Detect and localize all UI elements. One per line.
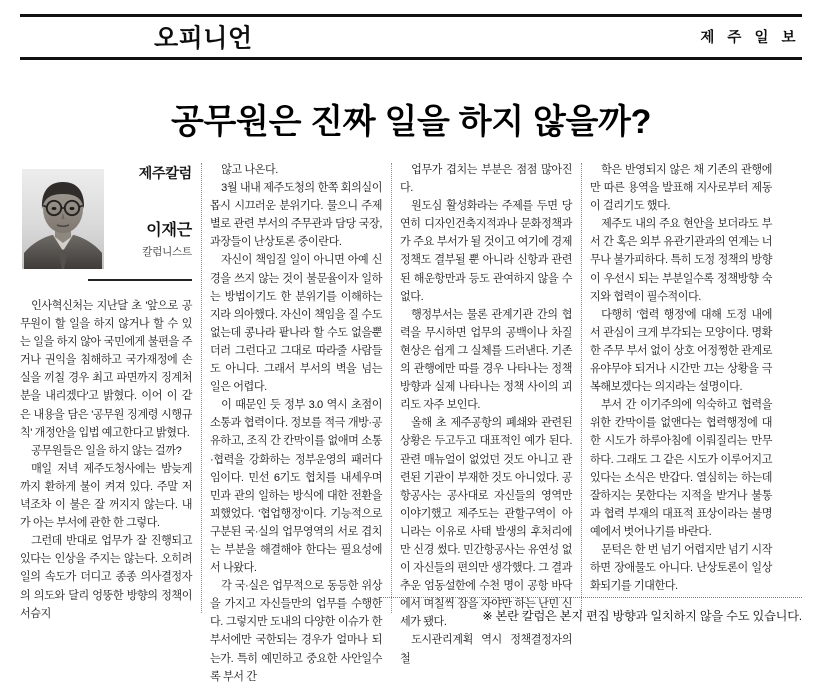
section-title: 오피니언 [154,24,253,53]
article-column-1 [20,161,192,621]
byline-text [104,161,192,259]
article-paragraph: 원도심 활성화라는 주제를 두면 당연히 디자인건축지적과나 문화정책과가 주요 부서가 될 것이고 여기에 경제정책도 결부될 뿐 아니라 신항과 관련된 해운항만과 등도 관여하지 않을 수 없다. [400,200,572,303]
article-paragraph: 행정부서는 물론 관계기관 간의 협력을 무시하면 업무의 공백이나 차질 현상은 쉽게 그 실체를 드러낸다. 기존의 관행에만 따를 경우 나타나는 정책방향과 실제 나타나는 정책 사이의 괴리도 자주 보인다. [400,308,572,412]
paper-name: 제 주 일 보 [700,30,800,47]
article-paragraph: 매일 저녁 제주도청사에는 밤늦게까지 환하게 불이 켜져 있다. 주말 저녁조차 이 불은 잘 꺼지지 않는다. 내가 아는 부서에 관한 한 그렇다. [20,462,192,530]
article-paragraph: 인사혁신처는 지난달 초 '앞으로 공무원이 할 일을 하지 않거나 할 수 있는 일을 하지 않아 국민에게 불편을 주거나 권익을 침해하고 국가재정에 손실을 끼칠 경우 최고 파면까지 징계처분을 내리겠다'고 밝혔다. 이어 이 같은 내용을 담은 '공무원 징계령 시행규칙' 개정안을 입법 예고한다고 밝혔다. [20,300,192,439]
byline-divider [88,279,192,281]
article-column-2 [210,161,382,683]
article-body [20,161,802,683]
portrait-photo-icon [22,169,104,269]
article-paragraph: 자신이 책임질 일이 아니면 아예 신경을 쓰지 않는 것이 불문율이자 일하는 방법이기도 한 분위기를 이해하는지라 의아했다. 자신이 책임을 질 수도 없는데 콩나라 팥나라 할 수도 없을뿐더러 그런다고 그대로 따라줄 사람들도 아니다. 그래서 부서의 벽을 넘는 일은 어렵다. [210,254,382,394]
article-paragraph: 그런데 반대로 업무가 잘 진행되고 있다는 인상을 주지는 않는다. 오히려 일의 속도가 더디고 종종 의사결정자의 의도와 달리 엉뚱한 방향의 정책이 서슴지 [20,535,192,620]
article-paragraph: 각 국·실은 업무적으로 동등한 위상을 가지고 자신들만의 업무를 수행한다. 그렇지만 도내의 다양한 이슈가 한 부서에만 국한되는 경우가 얼마나 되는가. 특히 예민하고 중요한 사안일수록 부서 간 [210,580,382,683]
column-divider-2 [391,163,393,613]
page-title: 공무원은 진짜 일을 하지 않을까? [170,103,652,141]
article-paragraph: 부서 간 이기주의에 익숙하고 협력을 위한 칸막이를 없앤다는 협력행정에 대한 시도가 하루아침에 이뤄질리는 만무하다. 그래도 그 같은 시도가 이루어지고 있다는 소식은 반갑다. 열심히는 하는데 잘하지는 못한다는 지적을 받거나 불통과 협력 부재의 대표적 표상이라는 불명예에서 벗어나기를 바란다. [590,399,772,538]
editorial-disclaimer: ※ 본란 칼럼은 본지 편집 방향과 일치하지 않을 수도 있습니다. [482,609,802,623]
article-paragraph: 공무원들은 일을 하지 않는 걸까? [31,444,182,457]
article-paragraph: 업무가 겹치는 부분은 점점 많아진다. [400,164,572,195]
article-paragraph: 도시관리계획 역시 정책결정자의 철 [400,634,572,665]
footnote-block [380,597,802,624]
article-paragraph: 문턱은 한 번 넘기 어렵지만 넘기 시작하면 장애물도 아니다. 난상토론이 일상화되기를 기대한다. [590,543,772,593]
article-paragraph: 올해 초 제주공항의 폐쇄와 관련된 상황은 두고두고 대표적인 예가 된다. 관련 매뉴얼이 없었던 것도 아니고 관련된 기관이 부재한 것도 아니었다. 공항공사는 공사대로 자신들의 영역만 이야기했고 제주도는 관할구역이 아니라는 이유로 사태 발생의 후처리에만 신경 썼다. 민간항공사는 유연성 없이 자신들의 편의만 생각했다. 그 결과 추운 엄동설한에 수천 명이 공항 바닥에서 며칠씩 잠을 자야만 하는 난민 신세가 됐다. [400,417,572,629]
column-3-text [400,161,572,668]
article-paragraph: 다행히 '협력 행정'에 대해 도정 내에서 관심이 크게 부각되는 모양이다. 명확한 주무 부서 없이 상호 어정쩡한 관계로 유야무야 되거나 시간만 끄는 상황을 극복해보겠다는 의지라는 설명이다. [590,308,772,394]
article-paragraph: 이 때문인 듯 정부 3.0 역시 초점이 소통과 협력이다. 정보를 적극 개방·공유하고, 조직 간 칸막이를 없애며 소통·협력을 강화하는 정부운영의 패러다임이다. 민선 6기도 협치를 내세우며 민과 관의 일하는 방식에 대한 전환을 꾀했었다. '협업행정'이다. 기능적으로 구분된 국·실의 업무영역의 서로 겹치는 부분을 해결해야 한다는 필요성에서 나왔다. [210,399,382,575]
newspaper-opinion-page [0,14,822,683]
article-paragraph: 제주도 내의 주요 현안을 보더라도 부서 간 혹은 외부 유관기관과의 연계는 너무나 불가피하다. 특히 도정 정책의 방향이 우선시 되는 부분일수록 정책방향 숙지와 협력이 필수적이다. [590,218,772,303]
masthead [20,14,802,60]
column-brand: 제주칼럼 [138,165,192,181]
column-4-text [590,161,772,595]
article-paragraph: 3월 내내 제주도청의 한쪽 회의실이 몹시 시끄러운 분위기다. 물으니 주제별로 관련 부서의 주무관과 담당 국장, 과장들이 난상토론 중이란다. [210,182,382,249]
article-paragraph: 않고 나온다. [221,164,278,176]
column-divider-3 [581,163,583,613]
author-role: 칼럼니스트 [142,246,192,258]
column-1-text [20,297,192,623]
article-column-3 [400,161,572,665]
footnote-divider [380,597,802,598]
avatar [22,169,104,269]
column-2-text [210,161,382,686]
byline-block [20,161,192,289]
author-name: 이재근 [146,222,192,239]
article-column-4 [590,161,772,621]
article-paragraph: 학은 반영되지 않은 채 기존의 관행에만 따른 용역을 발표해 지사로부터 제동이 걸리기도 했다. [590,164,772,213]
column-divider-1 [201,163,203,613]
